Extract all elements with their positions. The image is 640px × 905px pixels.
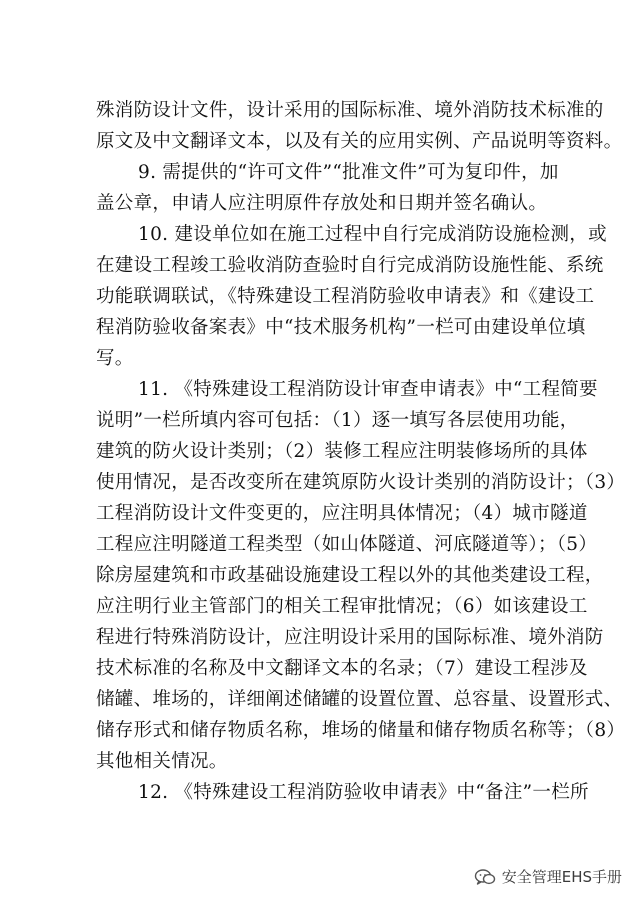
text-line: 技术标准的名称及中文翻译文本的名录；（7）建设工程涉及	[96, 658, 588, 679]
text-line: 储存形式和储存物质名称，堆场的储量和储存物质名称等；（8）	[96, 720, 626, 741]
text-line: 程消防验收备案表》中“技术服务机构”一栏可由建设单位填	[96, 317, 586, 338]
text-line: 9. 需提供的“许可文件”“批准文件”可为复印件，加	[138, 162, 559, 183]
text-line: 程进行特殊消防设计，应注明设计采用的国际标准、境外消防	[96, 627, 604, 648]
text-line: 其他相关情况。	[96, 751, 228, 772]
text-line: 原文及中文翻译文本，以及有关的应用实例、产品说明等资料。	[96, 131, 623, 152]
text-line: 功能联调联试，《特殊建设工程消防验收申请表》和《建设工	[96, 286, 595, 307]
watermark-text: 安全管理EHS手册	[501, 868, 622, 886]
text-line: 建筑的防火设计类别；（2）装修工程应注明装修场所的具体	[96, 441, 588, 462]
text-line: 盖公章，申请人应注明原件存放处和日期并签名确认。	[96, 193, 548, 214]
text-line: 说明”一栏所填内容可包括：（1）逐一填写各层使用功能，	[96, 410, 579, 431]
text-line: 除房屋建筑和市政基础设施建设工程以外的其他类建设工程，	[96, 565, 604, 586]
text-line: 11. 《特殊建设工程消防设计审查申请表》中“工程简要	[138, 379, 598, 400]
text-line: 使用情况，是否改变所在建筑原防火设计类别的消防设计；（3）	[96, 472, 626, 493]
text-line: 殊消防设计文件，设计采用的国际标准、境外消防技术标准的	[96, 100, 604, 121]
text-line: 写。	[96, 348, 134, 369]
wechat-watermark	[474, 866, 622, 887]
text-line: 工程应注明隧道工程类型（如山体隧道、河底隧道等）；（5）	[96, 534, 598, 555]
text-line: 10. 建设单位如在施工过程中自行完成消防设施检测，或	[138, 224, 607, 245]
text-line: 储罐、堆场的，详细阐述储罐的设置位置、总容量、设置形式、	[96, 689, 623, 710]
text-line: 12. 《特殊建设工程消防验收申请表》中“备注”一栏所	[138, 782, 589, 803]
wechat-icon	[474, 868, 496, 886]
text-line: 应注明行业主管部门的相关工程审批情况；（6）如该建设工	[96, 596, 588, 617]
text-line: 在建设工程竣工验收消防查验时自行完成消防设施性能、系统	[96, 255, 604, 276]
text-line: 工程消防设计文件变更的，应注明具体情况；（4）城市隧道	[96, 503, 588, 524]
